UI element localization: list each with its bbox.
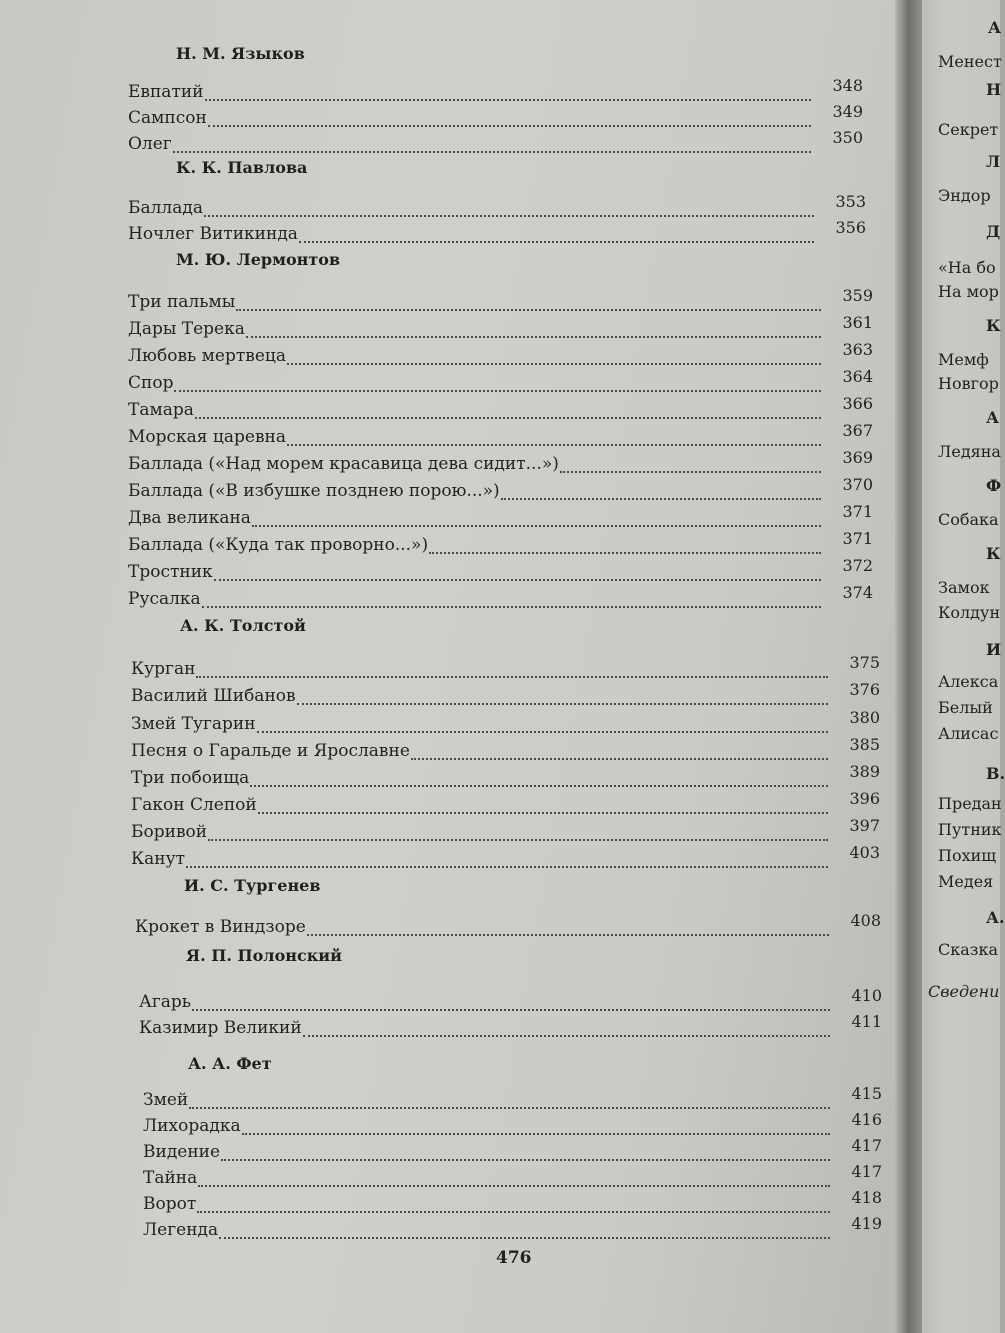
- right-fragment: Замок: [938, 578, 990, 597]
- entry-page-number: 366: [842, 394, 873, 413]
- entry-title: Тамара: [128, 400, 194, 420]
- right-fragment: «На бо: [938, 258, 996, 277]
- right-fragment: Ледяна: [938, 442, 1001, 461]
- entry-title: Крокет в Виндзоре: [135, 917, 306, 937]
- toc-entry: [128, 421, 873, 451]
- entry-page-number: 380: [849, 708, 880, 727]
- entry-page-number: 370: [842, 475, 873, 494]
- right-fragment: Новгор: [938, 374, 999, 393]
- dot-leader: [246, 334, 821, 338]
- dot-leader: [236, 307, 821, 311]
- toc-entry: [128, 313, 873, 343]
- entry-page-number: 417: [851, 1162, 882, 1181]
- dot-leader: [174, 388, 821, 392]
- entry-page-number: 371: [842, 529, 873, 548]
- author-heading: И. С. Тургенев: [184, 876, 321, 895]
- right-fragment: Секрет: [938, 120, 999, 139]
- right-fragment: Сказка: [938, 940, 999, 959]
- entry-page-number: 350: [832, 128, 863, 147]
- entry-page-number: 397: [849, 816, 880, 835]
- toc-entry: [143, 1136, 882, 1166]
- right-fragment: Л: [986, 152, 1001, 171]
- toc-entry: [143, 1188, 882, 1218]
- toc-entry: [128, 367, 873, 397]
- right-fragment: Менест: [938, 52, 1002, 71]
- toc-entry: [128, 583, 873, 613]
- dot-leader: [252, 523, 821, 527]
- dot-leader: [196, 674, 828, 678]
- dot-leader: [214, 577, 821, 581]
- right-fragment: А: [988, 18, 1002, 37]
- entry-page-number: 417: [851, 1136, 882, 1155]
- entry-title: Песня о Гаральде и Ярославне: [131, 741, 410, 761]
- entry-title: Видение: [143, 1142, 221, 1162]
- entry-page-number: 411: [851, 1012, 882, 1031]
- right-page: [922, 0, 1005, 1333]
- dot-leader: [205, 97, 811, 101]
- entry-title: Гакон Слепой: [131, 795, 257, 815]
- entry-title: Ночлег Витикинда: [128, 224, 298, 244]
- right-fragment: А.: [986, 908, 1005, 927]
- entry-page-number: 371: [842, 502, 873, 521]
- entry-page-number: 353: [835, 192, 866, 211]
- entry-title: Канут: [131, 849, 186, 869]
- toc-entry: [128, 529, 873, 559]
- right-fragment: Д: [986, 222, 1001, 241]
- dot-leader: [198, 1183, 830, 1187]
- dot-leader: [219, 1235, 830, 1239]
- right-fragment: Мемф: [938, 350, 989, 369]
- entry-title: Тростник: [128, 562, 213, 582]
- dot-leader: [189, 1105, 830, 1109]
- entry-page-number: 408: [850, 911, 881, 930]
- toc-entry: [143, 1084, 882, 1114]
- toc-entry: [128, 475, 873, 505]
- entry-title: Агарь: [139, 992, 192, 1012]
- toc-entry: [128, 102, 863, 132]
- entry-page-number: 374: [842, 583, 873, 602]
- toc-entry: [131, 789, 880, 819]
- dot-leader: [501, 496, 821, 500]
- entry-page-number: 403: [849, 843, 880, 862]
- dot-leader: [257, 729, 828, 733]
- author-heading: А. А. Фет: [188, 1054, 272, 1073]
- dot-leader: [258, 810, 828, 814]
- right-fragment: Н: [986, 80, 1002, 99]
- dot-leader: [297, 701, 828, 705]
- entry-title: Курган: [131, 659, 196, 679]
- entry-title: Баллада: [128, 198, 203, 218]
- entry-title: Два великана: [128, 508, 251, 528]
- author-heading: А. К. Толстой: [180, 616, 306, 635]
- dot-leader: [307, 932, 829, 936]
- entry-title: Легенда: [143, 1220, 219, 1240]
- right-fragment: Ф: [986, 476, 1002, 495]
- entry-page-number: 372: [842, 556, 873, 575]
- entry-page-number: 361: [842, 313, 873, 332]
- entry-title: Змей: [143, 1090, 189, 1110]
- entry-title: Евпатий: [128, 82, 204, 102]
- right-fragment: Алекса: [938, 672, 999, 691]
- toc-entry: [128, 394, 873, 424]
- dot-leader: [208, 837, 828, 841]
- dot-leader: [197, 1209, 830, 1213]
- toc-entry: [131, 735, 880, 765]
- entry-page-number: 419: [851, 1214, 882, 1233]
- entry-page-number: 416: [851, 1110, 882, 1129]
- dot-leader: [192, 1007, 830, 1011]
- entry-page-number: 348: [832, 76, 863, 95]
- page-number: 476: [496, 1248, 532, 1268]
- entry-title: Три пальмы: [128, 292, 236, 312]
- toc-entry: [128, 340, 873, 370]
- entry-title: Лихорадка: [143, 1116, 241, 1136]
- right-fragment: В.: [986, 764, 1005, 783]
- entry-title: Сампсон: [128, 108, 207, 128]
- right-fragment: Сведени: [928, 982, 1000, 1001]
- toc-entry: [143, 1162, 882, 1192]
- entry-page-number: 410: [851, 986, 882, 1005]
- dot-leader: [287, 361, 821, 365]
- dot-leader: [186, 864, 828, 868]
- entry-page-number: 376: [849, 680, 880, 699]
- entry-page-number: 359: [842, 286, 873, 305]
- toc-entry: [131, 653, 880, 683]
- author-heading: Я. П. Полонский: [186, 946, 342, 965]
- toc-entry: [139, 986, 882, 1016]
- entry-page-number: 385: [849, 735, 880, 754]
- right-fragment: Путник: [938, 820, 1002, 839]
- entry-page-number: 396: [849, 789, 880, 808]
- right-fragment: А: [986, 408, 1000, 427]
- right-fragment: К: [986, 316, 1001, 335]
- entry-page-number: 367: [842, 421, 873, 440]
- toc-entry: [135, 911, 881, 941]
- entry-title: Олег: [128, 134, 172, 154]
- right-fragment: Похищ: [938, 846, 997, 865]
- dot-leader: [195, 415, 821, 419]
- toc-entry: [131, 762, 880, 792]
- author-heading: М. Ю. Лермонтов: [176, 250, 341, 269]
- toc-entry: [143, 1214, 882, 1244]
- entry-page-number: 369: [842, 448, 873, 467]
- entry-title: Морская царевна: [128, 427, 286, 447]
- dot-leader: [250, 783, 828, 787]
- toc-entry: [131, 680, 880, 710]
- right-fragment: Эндор: [938, 186, 991, 205]
- dot-leader: [242, 1131, 830, 1135]
- author-heading: Н. М. Языков: [176, 44, 305, 63]
- entry-title: Тайна: [143, 1168, 198, 1188]
- dot-leader: [287, 442, 821, 446]
- entry-title: Баллада («Куда так проворно...»): [128, 535, 429, 555]
- toc-entry: [131, 843, 880, 873]
- entry-title: Баллада («В избушке позднею порою...»): [128, 481, 500, 501]
- right-fragment: Предан: [938, 794, 1002, 813]
- entry-title: Три побоища: [131, 768, 250, 788]
- toc-entry: [128, 192, 866, 222]
- dot-leader: [303, 1033, 830, 1037]
- entry-page-number: 415: [851, 1084, 882, 1103]
- entry-title: Спор: [128, 373, 174, 393]
- toc-entry: [128, 556, 873, 586]
- dot-leader: [204, 213, 814, 217]
- dot-leader: [202, 604, 821, 608]
- right-fragment: На мор: [938, 282, 999, 301]
- entry-title: Любовь мертвеца: [128, 346, 286, 366]
- toc-entry: [128, 128, 863, 158]
- toc-entry: [131, 708, 880, 738]
- entry-title: Змей Тугарин: [131, 714, 256, 734]
- entry-title: Ворот: [143, 1194, 197, 1214]
- entry-title: Василий Шибанов: [131, 686, 296, 706]
- toc-entry: [128, 218, 866, 248]
- entry-title: Дары Терека: [128, 319, 245, 339]
- entry-page-number: 356: [835, 218, 866, 237]
- entry-title: Баллада («Над морем красавица дева сидит...»): [128, 454, 559, 474]
- right-fragment: Алисас: [938, 724, 999, 743]
- right-fragment: Белый: [938, 698, 993, 717]
- toc-entry: [128, 448, 873, 478]
- entry-page-number: 375: [849, 653, 880, 672]
- toc-entry: [131, 816, 880, 846]
- dot-leader: [221, 1157, 830, 1161]
- entry-page-number: 364: [842, 367, 873, 386]
- dot-leader: [429, 550, 821, 554]
- entry-title: Казимир Великий: [139, 1018, 302, 1038]
- dot-leader: [299, 239, 814, 243]
- entry-page-number: 418: [851, 1188, 882, 1207]
- entry-title: Боривой: [131, 822, 208, 842]
- toc-entry: [128, 76, 863, 106]
- right-fragment: Медея: [938, 872, 994, 891]
- dot-leader: [560, 469, 821, 473]
- right-fragment: И: [986, 640, 1002, 659]
- dot-leader: [208, 123, 811, 127]
- toc-entry: [128, 502, 873, 532]
- entry-page-number: 349: [832, 102, 863, 121]
- entry-page-number: 363: [842, 340, 873, 359]
- toc-entry: [143, 1110, 882, 1140]
- author-heading: К. К. Павлова: [176, 158, 308, 177]
- toc-entry: [139, 1012, 882, 1042]
- right-fragment: Собака: [938, 510, 999, 529]
- entry-page-number: 389: [849, 762, 880, 781]
- right-fragment: К: [986, 544, 1001, 563]
- entry-title: Русалка: [128, 589, 201, 609]
- toc-entry: [128, 286, 873, 316]
- right-fragment: Колдун: [938, 603, 1001, 622]
- dot-leader: [173, 149, 811, 153]
- dot-leader: [411, 756, 828, 760]
